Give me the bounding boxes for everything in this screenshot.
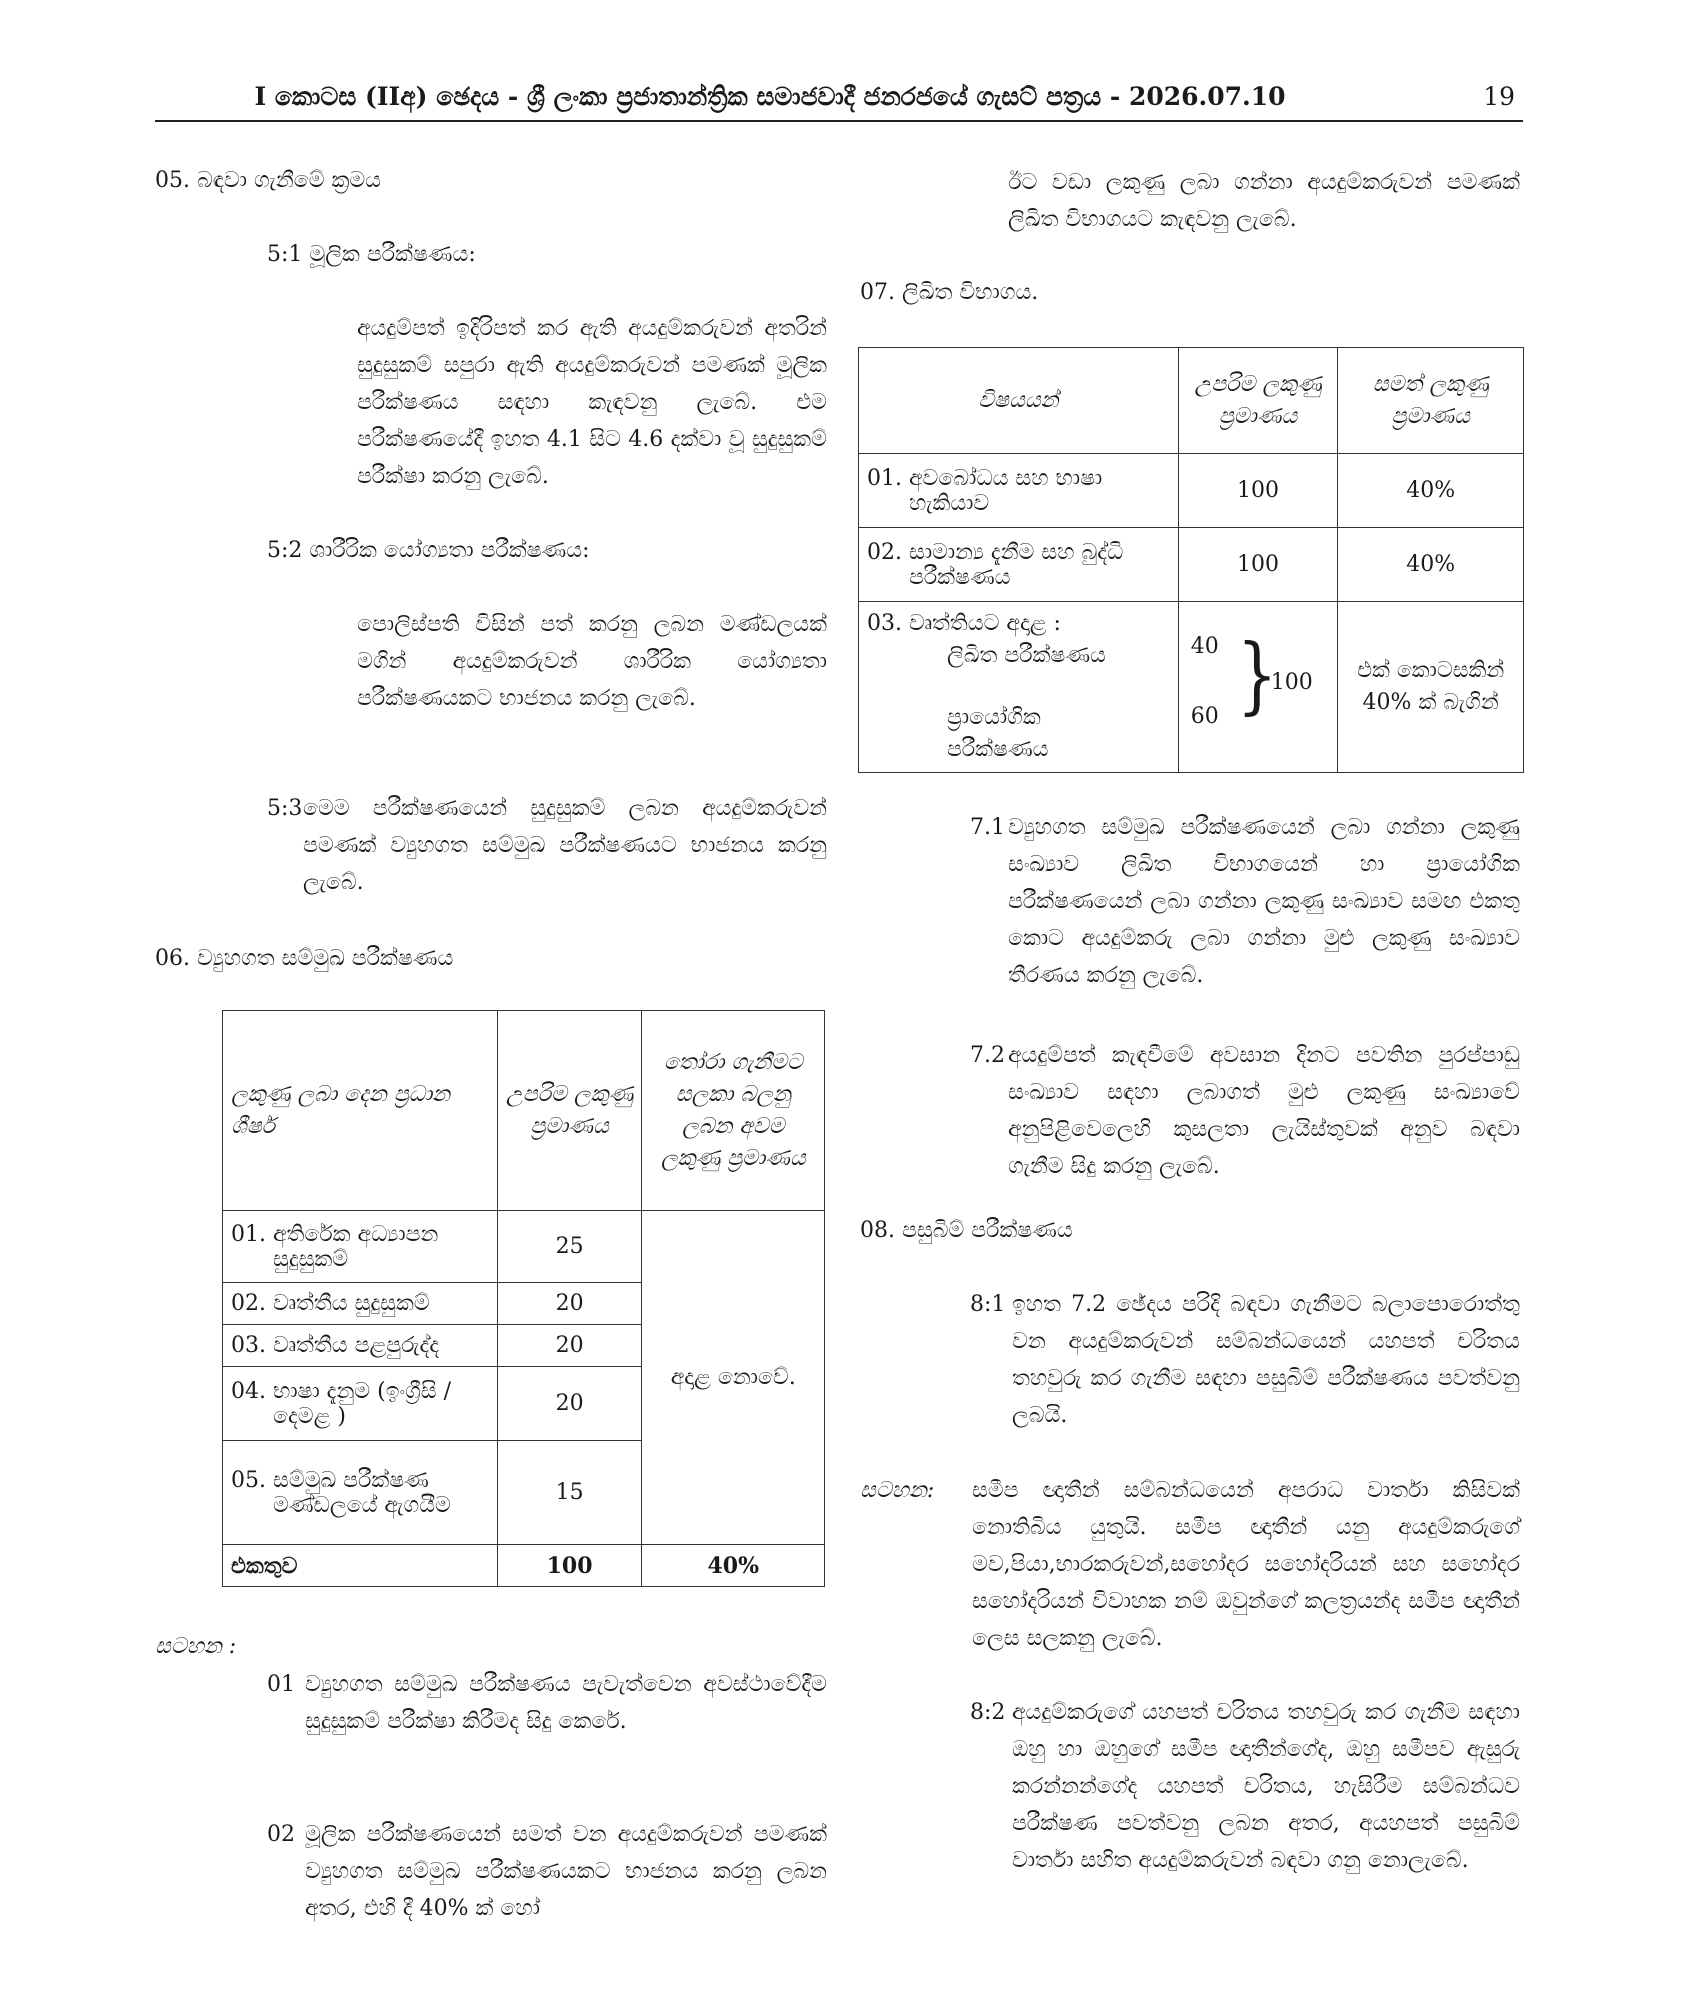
- total-label: එකතුව: [223, 1545, 498, 1587]
- row-max: 20: [497, 1367, 642, 1441]
- table-row: [859, 454, 1524, 528]
- page-number: 19: [1483, 82, 1515, 111]
- section-7-1-number: 7.1: [970, 815, 1005, 840]
- row-label: අතිරේක අධ්‍යාපන සුදුසුකම්: [273, 1221, 439, 1272]
- right-note-label: සටහන:: [860, 1478, 935, 1503]
- total-min: 40%: [642, 1545, 825, 1587]
- row-max: 15: [497, 1441, 642, 1545]
- left-note-label: සටහන :: [155, 1634, 237, 1659]
- section-7-1-body: ව්‍යුහගත සම්මුඛ පරීක්ෂණයෙන් ලබා ගන්නා ලකුණු සංඛ්‍යාව ලිඛිත විභාගයෙන් හා ප්‍රායෝගික පරීක්ෂණයෙන් ලබා ගන්නා ලකුණු සංඛ්‍යාව සමඟ එකතු කොට අයදුම්කරු ලබා ගන්නා මුළු ලකුණු සංඛ්‍යාව තීරණය කරනු ලැබේ.: [1008, 815, 1520, 988]
- t07-header-subject: විෂයයන්: [859, 348, 1179, 454]
- note-02-body: මූලික පරීක්ෂණයෙන් සමත් වන අයදුම්කරුවන් පමණක් ව්‍යුහගත සම්මුඛ පරීක්ෂණයකට භාජනය කරනු ලබන අතර, එහි දී 40% ක් හෝ: [305, 1822, 827, 1921]
- section-07-heading: 07. ලිඛිත විභාගය.: [860, 280, 1039, 305]
- section-08-heading: 08. පසුබිම් පරීක්ෂණය: [860, 1218, 1073, 1243]
- t06-header-criteria: ලකුණු ලබා දෙන ප්‍රධාන ශීර්ෂ: [223, 1011, 498, 1211]
- section-5-2-heading: 5:2 ශාරීරික යෝග්‍යතා පරීක්ෂණය:: [267, 538, 590, 563]
- row-label: සම්මුඛ පරීක්ෂණ මණ්ඩලයේ ඇගයීම: [273, 1467, 451, 1518]
- row-number: 03.: [867, 611, 902, 636]
- row-number: 02.: [867, 539, 902, 565]
- sub-written: ලිඛිත පරීක්ෂණය: [947, 643, 1106, 668]
- row-max: 20: [497, 1283, 642, 1325]
- section-5-1-heading: 5:1 මූලික පරීක්ෂණය:: [267, 242, 476, 267]
- right-note-body: සමීප ඥාතීන් සම්බන්ධයෙන් අපරාධ වාර්තා කිසිවක් නොතිබිය යුතුයි. සමීප ඥාතීන් යනු අයදුම්කරුගේ මව,පියා,භාරකරුවන්,සහෝදර සහෝදරියන් සහ සහෝදර සහෝදරියන් විවාහක නම් ඔවුන්ගේ කලත්‍රයන්ද සමීප ඥාතීන් ලෙස සලකනු ලැබේ.: [972, 1478, 1520, 1651]
- section-06-heading: 06. ව්‍යුහගත සම්මුඛ පරීක්ෂණය: [155, 946, 454, 971]
- sub-practical: ප්‍රායෝගික පරීක්ෂණය: [947, 705, 1049, 762]
- row-label: සාමාන්‍ය දැනීම සහ බුද්ධි පරීක්ෂණය: [909, 539, 1124, 590]
- gazette-header-title: I කොටස (IIඅ) ඡෙදය - ශ්‍රී ලංකා ප්‍රජාතාන්ත්‍රික සමාජවාදී ජනරජයේ ගැසට් පත්‍රය - 2026.07.10: [254, 82, 1286, 111]
- row-label: වෘත්තීය සුදුසුකම්: [273, 1291, 430, 1316]
- note-01-number: 01: [267, 1672, 295, 1697]
- merged-min-cell: අදාළ නොවේ.: [642, 1211, 825, 1545]
- total-max: 100: [497, 1545, 642, 1587]
- section-8-2-body: අයදුම්කරුගේ යහපත් චරිතය තහවුරු කර ගැනීම සඳහා ඔහු හා ඔහුගේ සමීප ඥාතීන්ගේද, ඔහු සමීපව ඇසුරු කරන්නන්ගේද යහපත් චරිතය, හැසිරීම සම්බන්ධව පරීක්ෂණ පවත්වනු ලබන අතර, අයහපත් පසුබිම් වාර්තා සහිත අයදුම්කරුවන් බඳවා ගනු නොලැබේ.: [1012, 1700, 1520, 1873]
- section-7-2-number: 7.2: [970, 1043, 1005, 1068]
- practical-max: 60: [1190, 704, 1219, 729]
- table-total-row: [223, 1545, 825, 1587]
- row-pass: 40%: [1338, 454, 1524, 528]
- t06-header-max: උපරිම ලකුණු ප්‍රමාණය: [497, 1011, 642, 1211]
- row-number: 04.: [231, 1378, 266, 1404]
- row-max: 25: [497, 1211, 642, 1283]
- table-row: [859, 528, 1524, 602]
- t07-header-pass: සමත් ලකුණු ප්‍රමාණය: [1338, 348, 1524, 454]
- row-max: 100: [1178, 528, 1338, 602]
- t07-header-max: උපරිම ලකුණු ප්‍රමාණය: [1178, 348, 1338, 454]
- continued-body: ඊට වඩා ලකුණු ලබා ගන්නා අයදුම්කරුවන් පමණක් ලිඛිත විභාගයට කැඳවනු ලැබේ.: [1008, 170, 1520, 232]
- row-number: 05.: [231, 1467, 266, 1493]
- row-label: වෘත්තියට අදාළ :: [909, 611, 1061, 636]
- row-max: 20: [497, 1325, 642, 1367]
- brace-icon: }: [1236, 627, 1278, 725]
- section-7-2-body: අයදුම්පත් කැඳවීමේ අවසාන දිනට පවතින පුරප්පාඩු සංඛ්‍යාව සඳහා ලබාගත් මුළු ලකුණු සංඛ්‍යාවේ අනුපිළිවෙලෙහි කුසලතා ලැයිස්තුවක් අනුව බඳවා ගැනීම සිදු කරනු ලැබේ.: [1008, 1043, 1520, 1179]
- header-rule: [155, 120, 1523, 122]
- section-5-3-number: 5:3: [267, 796, 303, 821]
- written-exam-table: [858, 347, 1524, 773]
- section-8-1-body: ඉහත 7.2 ඡේදය පරිදි බඳවා ගැනීමට බලාපොරොත්තු වන අයදුම්කරුවන් සම්බන්ධයෙන් යහපත් චරිතය තහවුරු කර ගැනීම සඳහා පසුබිම් පරීක්ෂණය පවත්වනු ලබයි.: [1012, 1292, 1520, 1428]
- section-8-2-number: 8:2: [970, 1700, 1006, 1725]
- row-pass: 40%: [1338, 528, 1524, 602]
- t06-header-min: තෝරා ගැනීමට සලකා බලනු ලබන අවම ලකුණු ප්‍රමාණය: [642, 1011, 825, 1211]
- written-max: 40: [1190, 634, 1219, 659]
- row-number: 01.: [231, 1221, 266, 1247]
- table-row: [859, 602, 1524, 773]
- note-01-body: ව්‍යුහගත සම්මුඛ පරීක්ෂණය පැවැත්වෙන අවස්ථාවේදීම සුදුසුකම් පරීක්ෂා කිරීමද සිදු කෙරේ.: [305, 1672, 827, 1734]
- combined-max: 100: [1270, 670, 1313, 695]
- structured-interview-table: [222, 1010, 825, 1587]
- row-number: 02.: [231, 1291, 266, 1316]
- row-label: අවබෝධය සහ භාෂා හැකියාව: [909, 465, 1103, 516]
- row-number: 01.: [867, 465, 902, 491]
- section-5-2-body: පොලිස්පති විසින් පත් කරනු ලබන මණ්ඩලයක් මගින් අයදුම්කරුවන් ශාරීරික යෝග්‍යතා පරීක්ෂණයකට භාජනය කරනු ලැබේ.: [357, 612, 827, 711]
- row-label: භාෂා දැනුම (ඉංග්‍රීසි / දෙමළ ): [273, 1378, 452, 1429]
- row-label: වෘත්තීය පළපුරුද්ද: [273, 1333, 440, 1358]
- section-5-3-text: මෙම පරීක්ෂණයෙන් සුදුසුකම් ලබන අයදුම්කරුවන් පමණක් ව්‍යුහගත සම්මුඛ පරීක්ෂණයට භාජනය කරනු ලැබේ.: [303, 796, 827, 895]
- row-pass: එක් කොටසකින් 40% ක් බැගින්: [1338, 602, 1524, 773]
- table-row: [223, 1211, 825, 1283]
- note-02-number: 02: [267, 1822, 295, 1847]
- section-8-1-number: 8:1: [970, 1292, 1006, 1317]
- row-number: 03.: [231, 1333, 266, 1358]
- section-5-3-body: [303, 790, 827, 901]
- row-max: 100: [1178, 454, 1338, 528]
- section-05-heading: 05. බඳවා ගැනීමේ ක්‍රමය: [155, 168, 382, 193]
- section-5-1-body: අයදුම්පත් ඉදිරිපත් කර ඇති අයදුම්කරුවන් අතරින් සුදුසුකම් සපුරා ඇති අයදුම්කරුවන් පමණක් මූලික පරීක්ෂණය සඳහා කැඳවනු ලැබේ. එම පරීක්ෂණයේදී ඉහත 4.1 සිට 4.6 දක්වා වූ සුදුසුකම් පරීක්ෂා කරනු ලැබේ.: [357, 316, 827, 489]
